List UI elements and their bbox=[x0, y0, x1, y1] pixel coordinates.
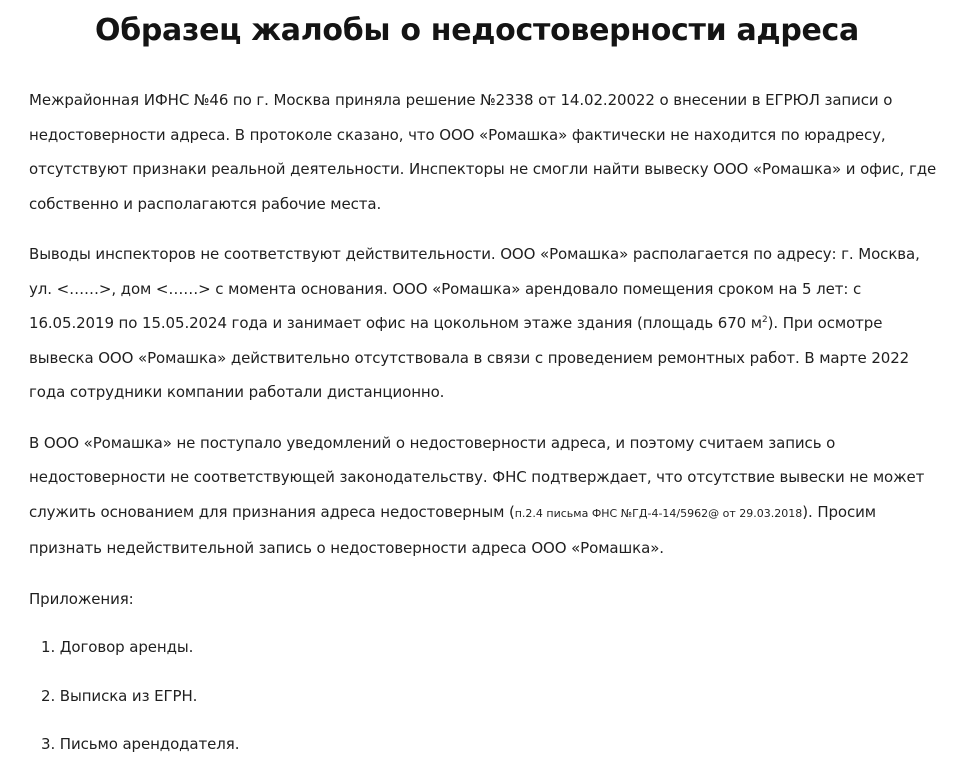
paragraph-line: признать недействительной запись о недостоверности адреса ООО «Ромашка». bbox=[29, 539, 664, 557]
legal-citation: п.2.4 письма ФНС №ГД-4-14/5962@ от 29.03.2018 bbox=[514, 506, 803, 520]
paragraph-line-with-citation bbox=[29, 495, 934, 532]
paragraph-line: вывеска ООО «Ромашка» действительно отсутствовала в связи с проведением ремонтных работ. В марте 2022 bbox=[29, 348, 910, 367]
paragraph-line: ул. <……>, дом <……> с момента основания. ООО «Ромашка» арендовало помещения сроком на 5 лет: с bbox=[29, 279, 862, 298]
paragraph-line-with-area bbox=[29, 306, 934, 341]
list-item: 3. Письмо арендодателя. bbox=[41, 735, 240, 753]
paragraph-line: собственно и располагаются рабочие места. bbox=[29, 194, 382, 213]
paragraph-line: года сотрудники компании работали дистанционно. bbox=[29, 383, 445, 401]
list-item: 1. Договор аренды. bbox=[41, 638, 194, 656]
appendix-section bbox=[29, 582, 934, 762]
paragraph-line-text: 16.05.2019 по 15.05.2024 года и занимает офис на цокольном этаже здания (площадь 670 м bbox=[29, 314, 762, 332]
paragraph-line-tail: ). При осмотре bbox=[767, 314, 883, 332]
document-body bbox=[29, 83, 937, 776]
paragraph-line: недостоверности адреса. В протоколе сказано, что ООО «Ромашка» фактически не находится по юрадресу, bbox=[29, 125, 886, 144]
paragraph-line: отсутствуют признаки реальной деятельности. Инспекторы не смогли найти вывеску ООО «Ромашка» и офис, где bbox=[29, 160, 937, 178]
paragraph-line-tail: ). Просим bbox=[802, 502, 877, 521]
paragraph-line: В ООО «Ромашка» не поступало уведомлений о недостоверности адреса, и поэтому считаем запись о bbox=[29, 433, 836, 452]
appendix-list bbox=[41, 630, 934, 762]
page-title: Образец жалобы о недостоверности адреса bbox=[95, 13, 859, 48]
square-meter-superscript: 2 bbox=[761, 315, 768, 325]
appendix-title: Приложения: bbox=[29, 589, 134, 608]
list-item: 2. Выписка из ЕГРН. bbox=[41, 686, 198, 705]
paragraph-3 bbox=[29, 426, 934, 566]
paragraph-2 bbox=[29, 237, 934, 410]
paragraph-line: Выводы инспекторов не соответствуют действительности. ООО «Ромашка» располагается по адресу: г. Москва, bbox=[29, 245, 920, 263]
paragraph-line-text: служить основанием для признания адреса недостоверным ( bbox=[29, 502, 515, 521]
paragraph-1 bbox=[29, 83, 937, 221]
paragraph-line: Межрайонная ИФНС №46 по г. Москва приняла решение №2338 от 14.02.20022 о внесении в ЕГРЮЛ записи о bbox=[29, 91, 893, 109]
paragraph-line: недостоверности не соответствующей законодательству. ФНС подтверждает, что отсутствие вывески не может bbox=[29, 468, 925, 486]
